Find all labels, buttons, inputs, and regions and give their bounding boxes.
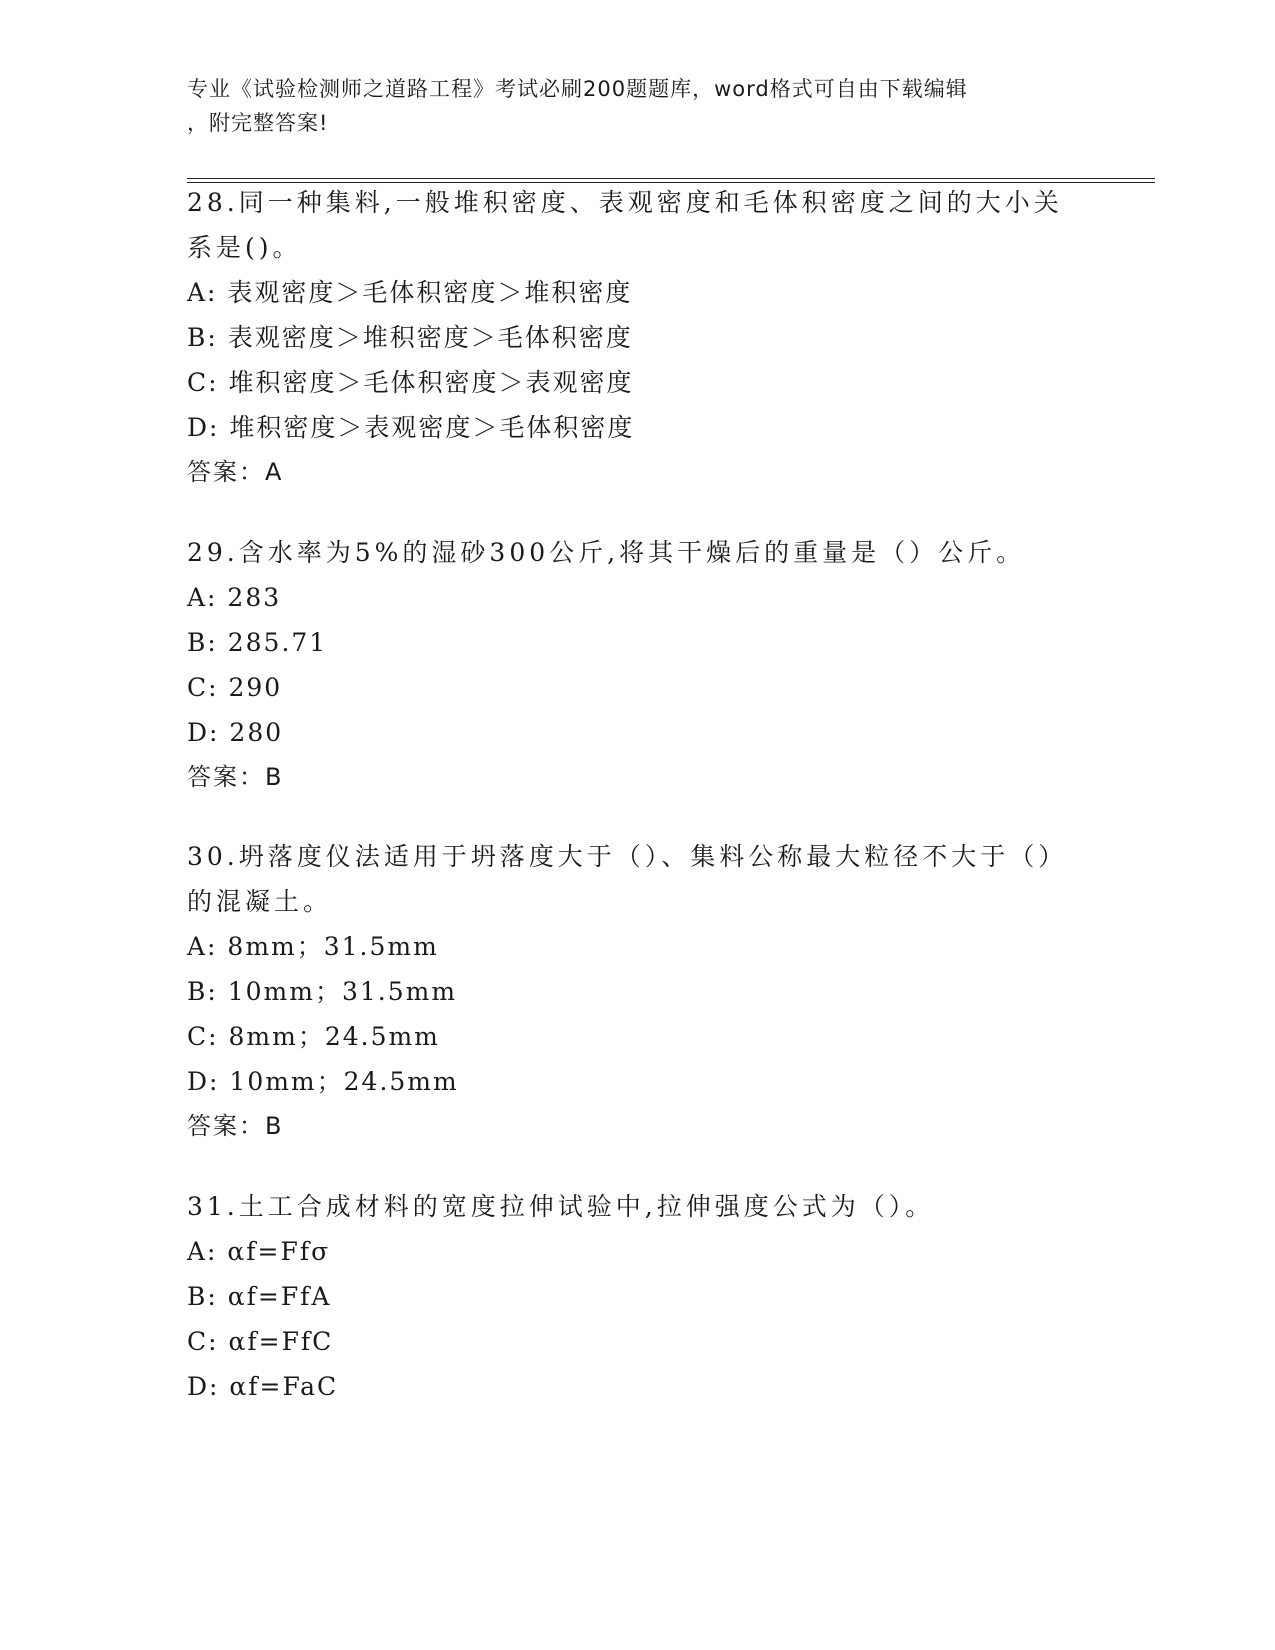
answer: 答案：B bbox=[187, 763, 284, 791]
option-d: D: 堆积密度＞表观密度＞毛体积密度 bbox=[187, 413, 635, 442]
option-b: B: 表观密度＞堆积密度＞毛体积密度 bbox=[187, 323, 633, 352]
option-d: D: 10mm；24.5mm bbox=[187, 1067, 459, 1096]
answer: 答案：B bbox=[187, 1112, 284, 1140]
answer: 答案：A bbox=[187, 458, 284, 486]
option-c: C: 堆积密度＞毛体积密度＞表观密度 bbox=[187, 368, 634, 397]
document-header bbox=[187, 72, 1067, 140]
option-b: B: 285.71 bbox=[187, 628, 328, 657]
option-c: C: αf=FfC bbox=[187, 1327, 334, 1356]
option-a: A: 8mm；31.5mm bbox=[187, 932, 439, 961]
question-stem-continued: 系是()。 bbox=[187, 233, 302, 262]
question-stem: 28.同一种集料,一般堆积密度、表观密度和毛体积密度之间的大小关 bbox=[187, 188, 1063, 217]
option-b: B: 10mm；31.5mm bbox=[187, 977, 458, 1006]
option-a: A: αf=Ffσ bbox=[187, 1237, 331, 1266]
question-stem: 29.含水率为5%的湿砂300公斤,将其干燥后的重量是（）公斤。 bbox=[187, 538, 1026, 567]
question-29 bbox=[187, 530, 1067, 800]
question-stem-continued: 的混凝土。 bbox=[187, 887, 333, 916]
option-a: A: 表观密度＞毛体积密度＞堆积密度 bbox=[187, 278, 633, 307]
option-c: C: 8mm；24.5mm bbox=[187, 1022, 440, 1051]
question-28 bbox=[187, 180, 1067, 495]
option-d: D: αf=FaC bbox=[187, 1372, 339, 1401]
question-stem: 31.土工合成材料的宽度拉伸试验中,拉伸强度公式为（）。 bbox=[187, 1192, 935, 1221]
option-b: B: αf=FfA bbox=[187, 1282, 332, 1311]
question-30 bbox=[187, 834, 1067, 1149]
option-c: C: 290 bbox=[187, 673, 283, 702]
option-a: A: 283 bbox=[187, 583, 282, 612]
header-line-2: ，附完整答案! bbox=[187, 111, 329, 135]
header-line-1: 专业《试验检测师之道路工程》考试必刷200题题库，word格式可自由下载编辑 bbox=[187, 77, 968, 101]
question-31 bbox=[187, 1184, 1067, 1409]
option-d: D: 280 bbox=[187, 718, 284, 747]
question-stem: 30.坍落度仪法适用于坍落度大于（）、集料公称最大粒径不大于（） bbox=[187, 842, 1068, 871]
